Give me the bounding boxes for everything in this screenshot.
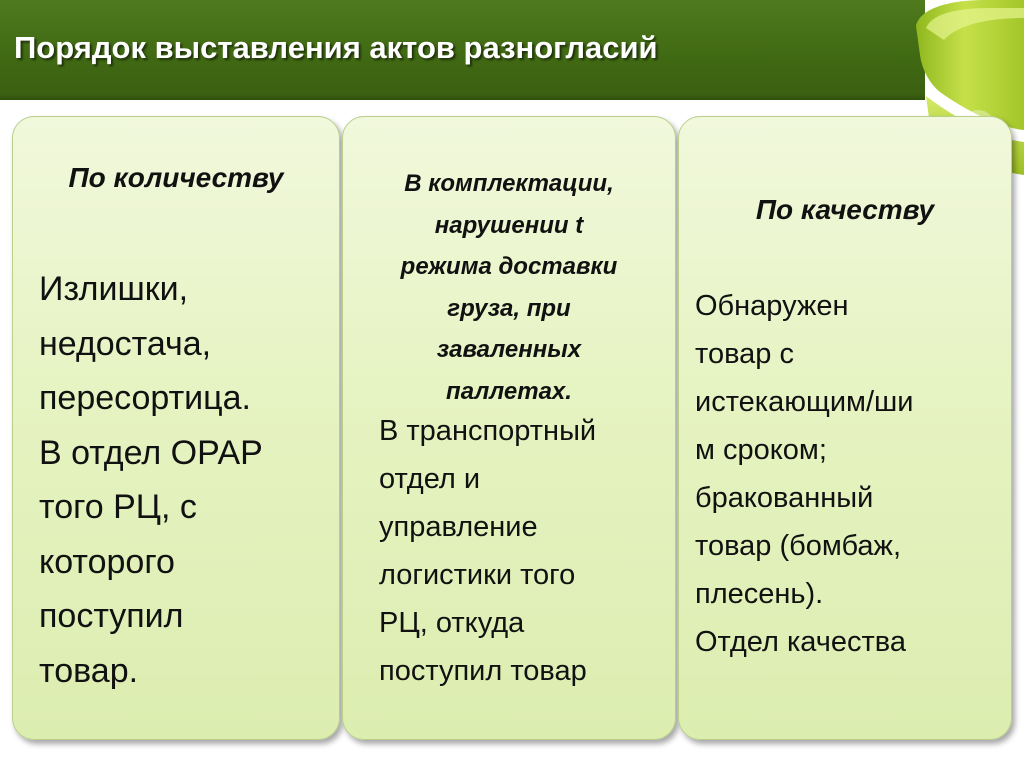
heading-line: заваленных (436, 336, 582, 364)
body-line: поступил (39, 597, 184, 635)
body-line: поступил товар (379, 655, 587, 687)
title-bar (0, 0, 925, 100)
body-line: управление (379, 511, 538, 543)
card-body (39, 262, 334, 698)
body-line: отдел и (379, 463, 481, 495)
body-line: логистики того (379, 559, 576, 591)
body-line: бракованный (695, 482, 874, 514)
body-line: плесень). (695, 578, 824, 610)
body-line: истекающим/ши (695, 386, 914, 418)
card-completeness (342, 116, 676, 740)
card-body (379, 407, 674, 695)
body-line: Излишки, (39, 270, 189, 308)
body-line: м сроком; (695, 434, 827, 466)
body-line: товар с (695, 338, 794, 370)
body-line: которого (39, 542, 175, 581)
body-line: Отдел качества (695, 626, 906, 658)
body-line: РЦ, откуда (379, 607, 525, 639)
body-line: В отдел ОРАР (39, 433, 263, 472)
card-heading (679, 193, 1011, 227)
card-heading (343, 163, 675, 413)
heading-line: паллетах. (446, 377, 572, 405)
heading-line: В комплектации, (404, 170, 614, 197)
heading-line: режима доставки (400, 253, 618, 281)
heading-line: нарушении t (434, 211, 584, 239)
card-quality (678, 116, 1012, 740)
slide-title: Порядок выставления актов разногласий (14, 30, 658, 65)
heading-line: По качеству (755, 194, 935, 225)
body-line: В транспортный (379, 415, 597, 447)
body-line: недостача, (39, 324, 212, 363)
card-heading (13, 161, 339, 195)
heading-line: По количеству (68, 162, 284, 193)
body-line: пересортица. (39, 379, 251, 417)
heading-line: груза, при (447, 294, 571, 322)
body-line: товар (бомбаж, (695, 530, 902, 562)
body-line: того РЦ, с (39, 488, 197, 526)
card-body (695, 282, 995, 666)
body-line: товар. (39, 651, 139, 690)
body-line: Обнаружен (695, 290, 849, 322)
card-quantity (12, 116, 340, 740)
